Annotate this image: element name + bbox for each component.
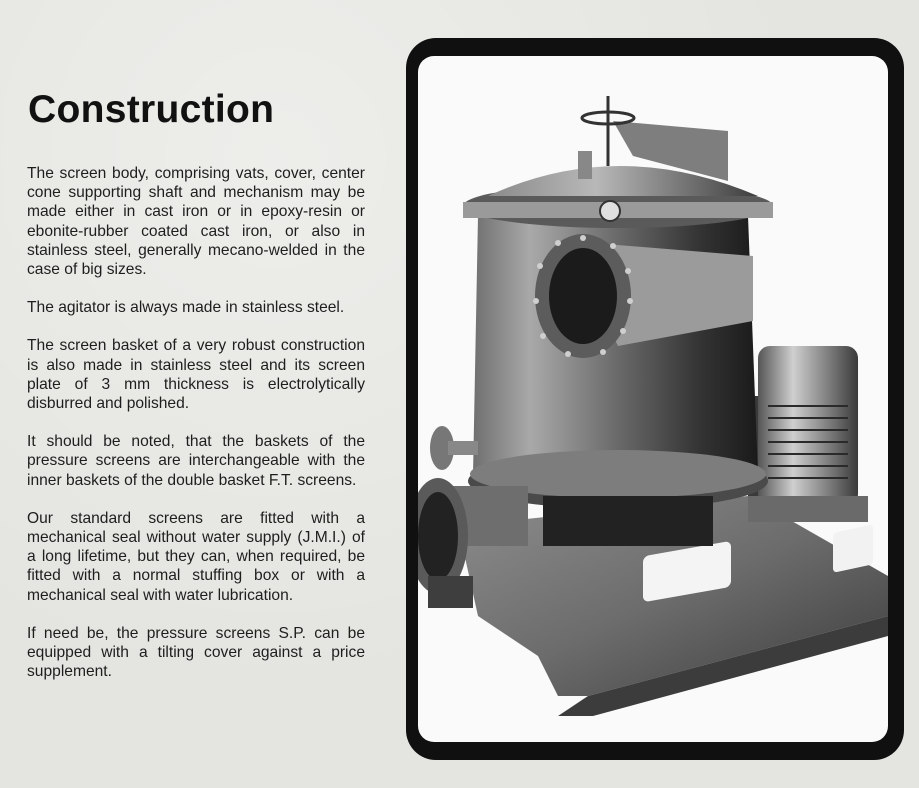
paragraph-construction-materials: The screen body, comprising vats, cover, center cone supporting shaft and mechanism may be made either in cast iron or in epoxy-resin or ebonite-rubber coated cast iron, or also in stainless steel, generally mecano-welded in the case of big sizes. <box>27 165 365 279</box>
paragraph-mechanical-seal: Our standard screens are fitted with a mechanical seal without water supply (J.M.I.) of a long lifetime, but they can, when required, be fitted with a normal stuffing box or with a mechanical seal with water lubrication. <box>27 509 365 604</box>
photo-panel <box>418 56 888 742</box>
pressure-screen-machine-photo <box>418 56 888 742</box>
paragraph-interchangeable-baskets: It should be noted, that the baskets of the pressure screens are interchangeable with the inner baskets of the double basket F.T. screens. <box>27 433 365 489</box>
body-text <box>27 164 365 700</box>
paragraph-tilting-cover: If need be, the pressure screens S.P. can be equipped with a tilting cover against a price supplement. <box>27 624 365 681</box>
paragraph-agitator: The agitator is always made in stainless steel. <box>27 299 345 317</box>
motor <box>748 346 868 522</box>
section-heading: Construction <box>28 88 275 131</box>
cover <box>463 96 773 228</box>
paragraph-screen-basket: The screen basket of a very robust construction is also made in stainless steel and its screen plate of 3 mm thickness is electrolytically disburred and polished. <box>27 337 365 413</box>
